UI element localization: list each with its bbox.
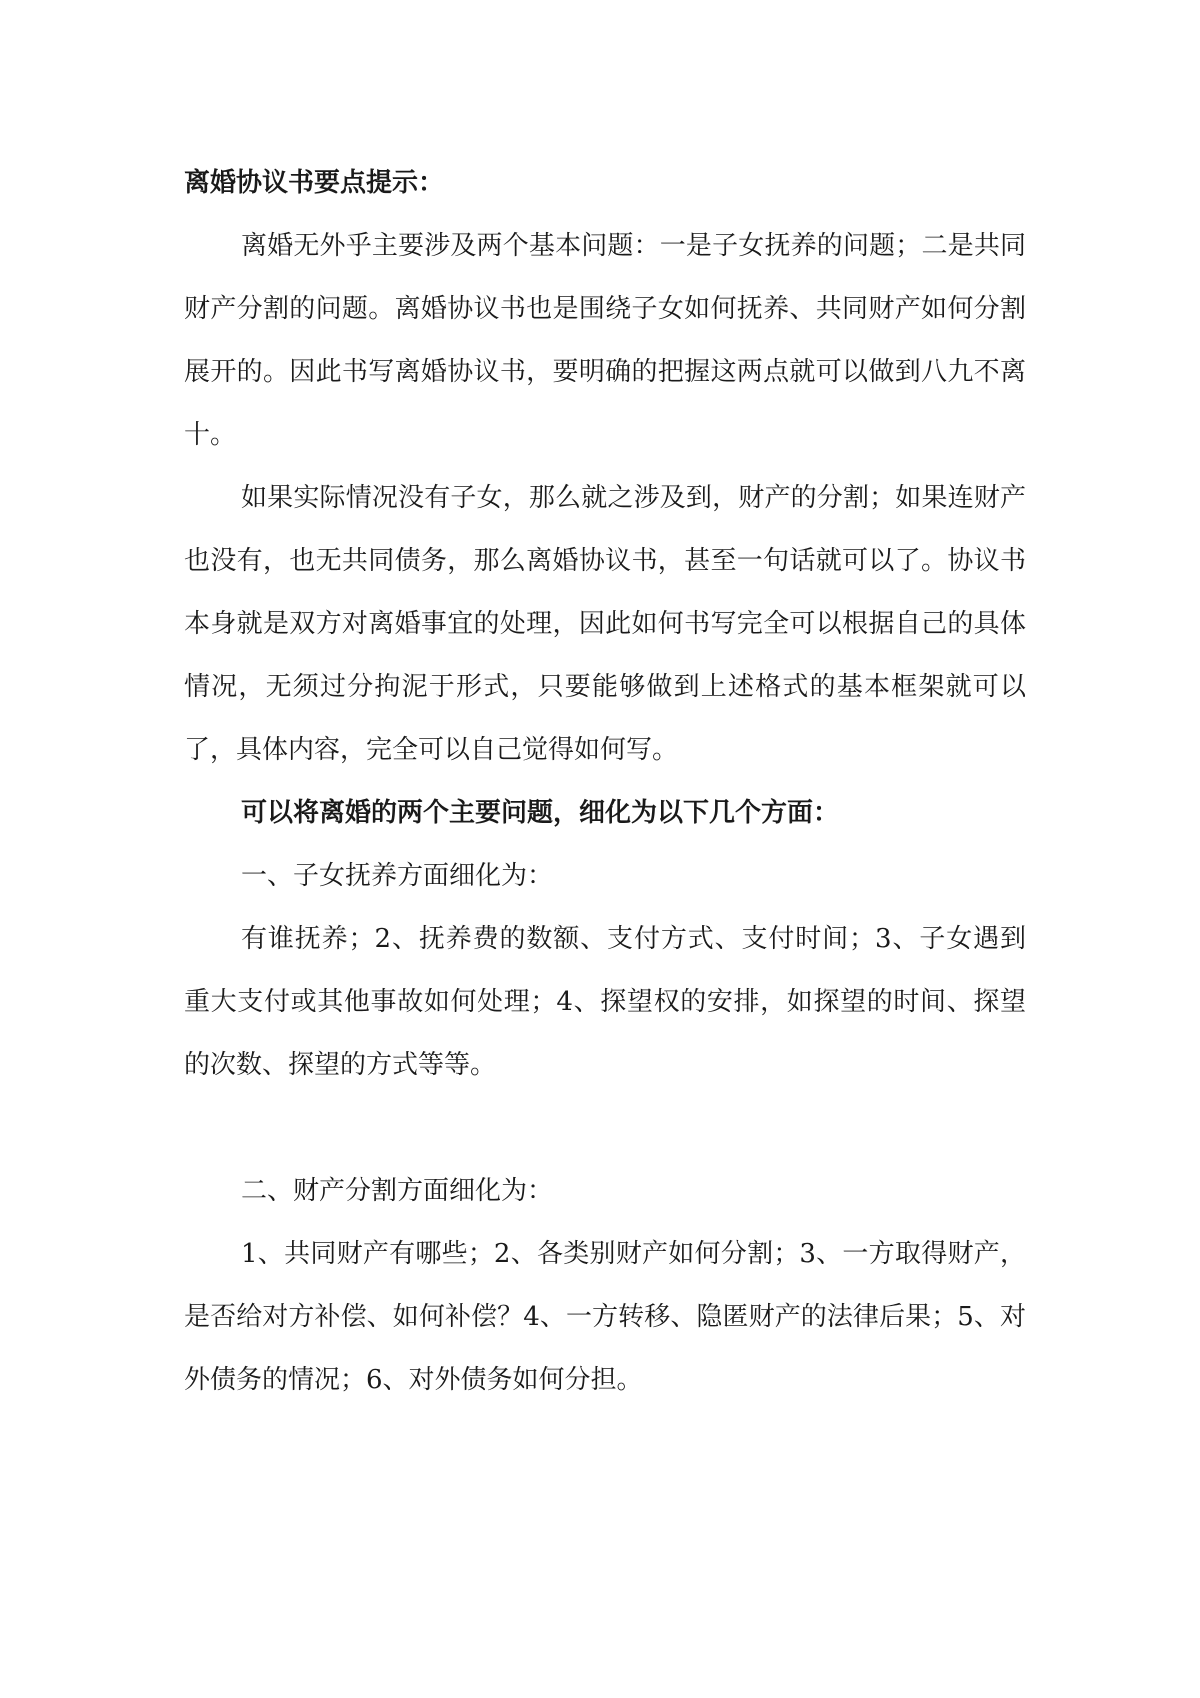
document-title: 离婚协议书要点提示： [184,168,445,198]
section2-title: 二、财产分割方面细化为： [241,1176,554,1206]
section1-title: 一、子女抚养方面细化为： [241,861,554,891]
document-body [184,152,1026,1412]
section1-body: 有谁抚养；2、抚养费的数额、支付方式、支付时间；3、子女遇到重大支付或其他事故如何处理；4、探望权的安排，如探望的时间、探望的次数、探望的方式等等。 [184,924,1026,1080]
no-children-paragraph: 如果实际情况没有子女，那么就之涉及到，财产的分割；如果连财产也没有，也无共同债务，那么离婚协议书，甚至一句话就可以了。协议书本身就是双方对离婚事宜的处理，因此如何书写完全可以根据自己的具体情况，无须过分拘泥于形式，只要能够做到上述格式的基本框架就可以了，具体内容，完全可以自己觉得如何写。 [184,483,1026,765]
section-spacer [184,1097,1026,1160]
aspects-subheading: 可以将离婚的两个主要问题，细化为以下几个方面： [241,798,840,828]
section2-body: 1、共同财产有哪些；2、各类别财产如何分割；3、一方取得财产，是否给对方补偿、如何补偿？4、一方转移、隐匿财产的法律后果；5、对外债务的情况；6、对外债务如何分担。 [184,1239,1026,1395]
intro-paragraph: 离婚无外乎主要涉及两个基本问题：一是子女抚养的问题；二是共同财产分割的问题。离婚协议书也是围绕子女如何抚养、共同财产如何分割展开的。因此书写离婚协议书，要明确的把握这两点就可以做到八九不离十。 [184,231,1026,450]
